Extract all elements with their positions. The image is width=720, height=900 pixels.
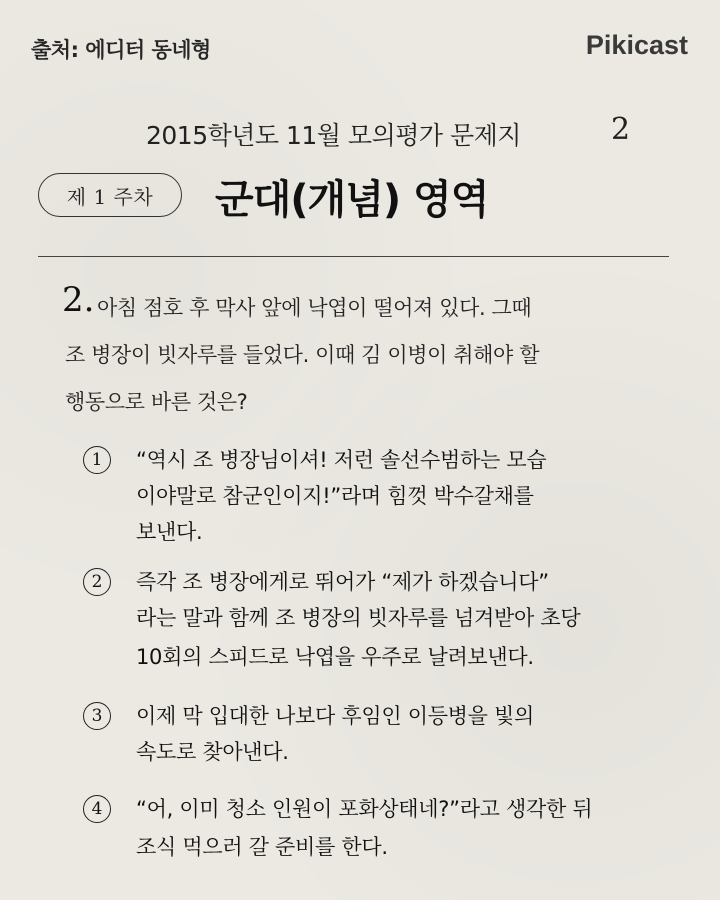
circled-number-2: 2 — [83, 568, 111, 596]
circled-number-3: 3 — [83, 702, 111, 730]
circled-number-4: 4 — [83, 795, 111, 823]
section-title: 군대(개념) 영역 — [215, 177, 489, 223]
week-badge — [38, 173, 182, 217]
option-line: 속도로 찾아낸다. — [136, 740, 289, 764]
option-line: 이야말로 참군인이지!”라며 힘껏 박수갈채를 — [136, 484, 534, 508]
option-line: 이제 막 입대한 나보다 후임인 이등병을 빛의 — [136, 704, 534, 728]
circled-number-1: 1 — [83, 446, 111, 474]
option-line: 보낸다. — [136, 520, 203, 544]
question-line: 행동으로 바른 것은? — [65, 390, 248, 414]
source-credit: 출처: 에디터 동네형 — [31, 38, 211, 62]
exam-title: 2015학년도 11월 모의평가 문제지 — [146, 121, 521, 150]
question-line: 아침 점호 후 막사 앞에 낙엽이 떨어져 있다. 그때 — [97, 296, 532, 320]
question-line: 조 병장이 빗자루를 들었다. 이때 김 이병이 취해야 할 — [65, 343, 540, 367]
option-line: 조식 먹으러 갈 준비를 한다. — [136, 835, 388, 859]
header-divider — [38, 256, 669, 257]
option-line: “어, 이미 청소 인원이 포화상태네?”라고 생각한 뒤 — [136, 797, 593, 821]
page-number: 2 — [611, 112, 631, 147]
option-line: “역시 조 병장님이셔! 저런 솔선수범하는 모습 — [136, 448, 547, 472]
question-number: 2. — [62, 280, 95, 320]
option-line: 10회의 스피드로 낙엽을 우주로 날려보낸다. — [136, 645, 534, 669]
week-badge-label: 제 1 주차 — [66, 184, 154, 209]
option-line: 라는 말과 함께 조 병장의 빗자루를 넘겨받아 초당 — [136, 606, 581, 630]
brand-logo: Pikicast — [585, 30, 688, 60]
option-line: 즉각 조 병장에게로 뛰어가 “제가 하겠습니다” — [136, 570, 549, 594]
